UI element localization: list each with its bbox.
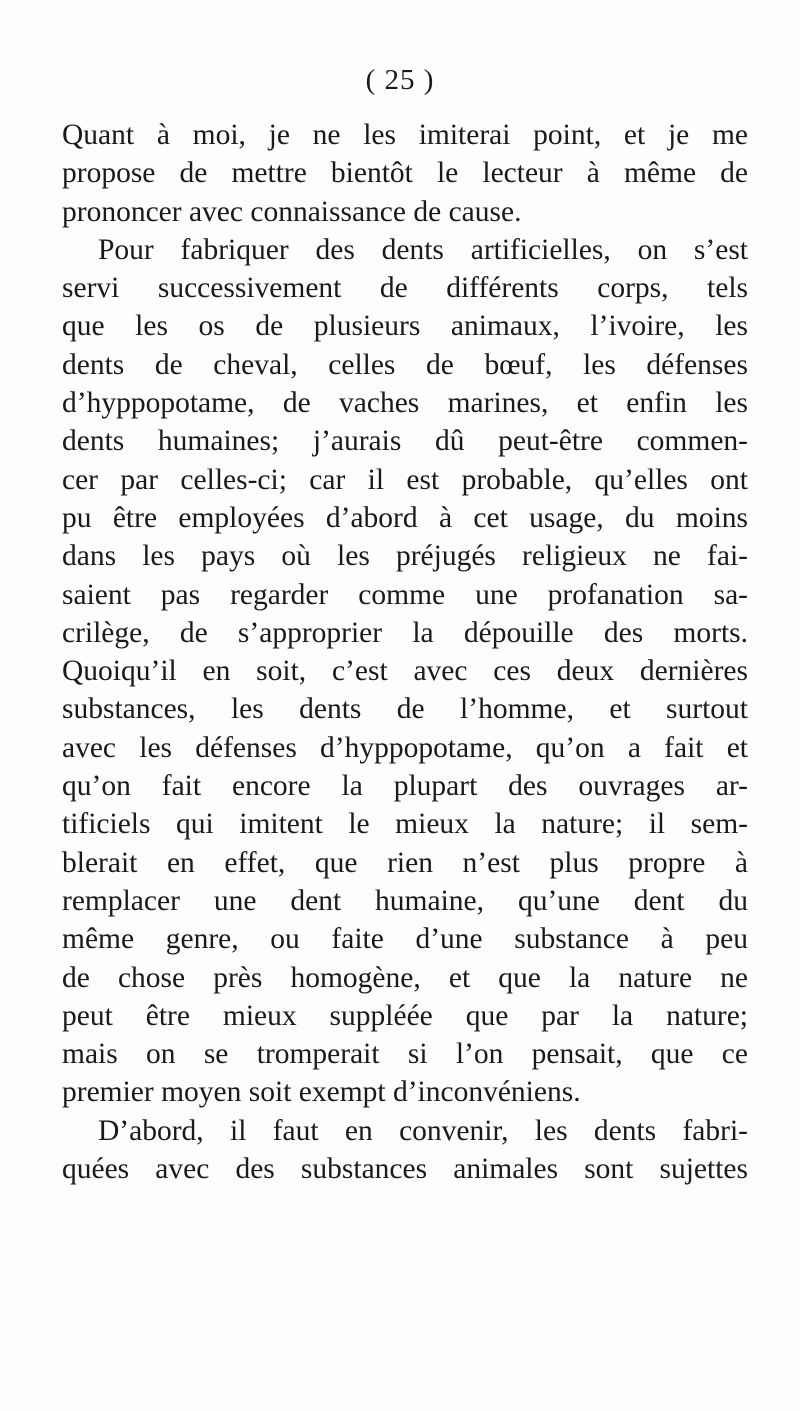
- text-line: qu’on fait encore la plupart des ouvrages ar-: [62, 770, 748, 803]
- text-line: propose de mettre bientôt le lecteur à même de: [62, 157, 748, 190]
- text-line: dents humaines; j’aurais dû peut-être commen-: [62, 425, 748, 458]
- text-line: remplacer une dent humaine, qu’une dent du: [62, 884, 748, 917]
- text-line: crilège, de s’approprier la dépouille des morts.: [62, 616, 748, 649]
- text-line: servi successivement de différents corps, tels: [62, 272, 748, 305]
- text-line: blerait en effet, que rien n’est plus propre à: [62, 846, 748, 879]
- text-line: Quoiqu’il en soit, c’est avec ces deux dernières: [62, 655, 748, 688]
- text-line: dans les pays où les préjugés religieux ne fai-: [62, 540, 748, 573]
- text-line: quées avec des substances animales sont sujettes: [62, 1153, 748, 1186]
- text-line: saient pas regarder comme une profanation sa-: [62, 578, 748, 611]
- text-line: même genre, ou faite d’une substance à peu: [62, 923, 748, 956]
- text-line: D’abord, il faut en convenir, les dents fabri-: [98, 1114, 748, 1147]
- text-line: pu être employées d’abord à cet usage, du moins: [62, 501, 748, 534]
- page-number: ( 25 ): [365, 64, 435, 96]
- text-line: que les os de plusieurs animaux, l’ivoire, les: [62, 310, 748, 343]
- text-line: de chose près homogène, et que la nature ne: [62, 961, 748, 994]
- text-line: substances, les dents de l’homme, et surtout: [62, 693, 748, 726]
- body-text: [62, 116, 748, 1188]
- text-line: Quant à moi, je ne les imiterai point, et je me: [62, 119, 748, 151]
- text-line: cer par celles-ci; car il est probable, qu’elles ont: [62, 463, 748, 496]
- text-line: peut être mieux suppléée que par la nature;: [62, 999, 748, 1032]
- text-line: prononcer avec connaissance de cause.: [62, 195, 522, 228]
- text-line: avec les défenses d’hyppopotame, qu’on a fait et: [62, 731, 748, 764]
- text-line: tificiels qui imitent le mieux la nature; il sem-: [62, 808, 748, 841]
- text-line: Pour fabriquer des dents artificielles, on s’est: [98, 233, 748, 266]
- text-line: premier moyen soit exempt d’inconvéniens.: [62, 1076, 581, 1109]
- text-line: mais on se tromperait si l’on pensait, que ce: [62, 1038, 748, 1071]
- text-line: d’hyppopotame, de vaches marines, et enfin les: [62, 387, 748, 420]
- text-line: dents de cheval, celles de bœuf, les défenses: [62, 348, 748, 381]
